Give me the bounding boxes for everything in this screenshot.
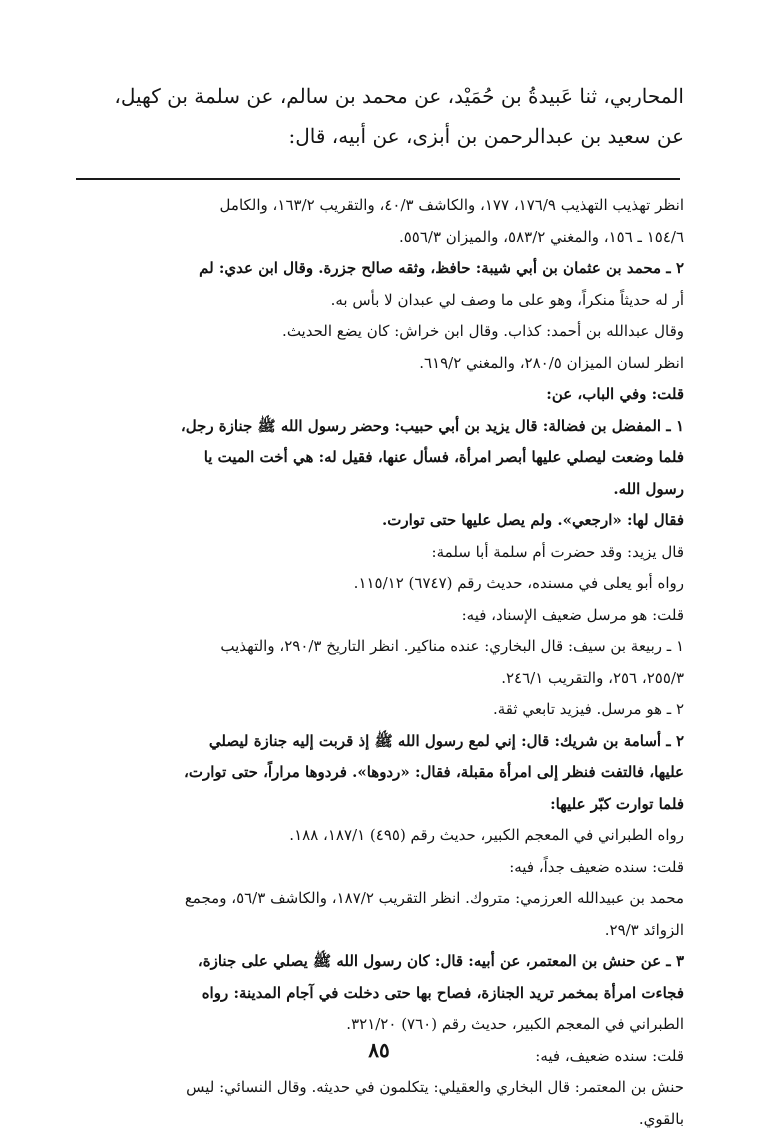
note-line: الزوائد ٢٩/٣. — [76, 915, 684, 947]
note-line: انظر تهذيب التهذيب ١٧٦/٩، ١٧٧، والكاشف ٤٠/٣، والتقريب ١٦٣/٢، والكامل — [76, 190, 684, 222]
note-line: ٣ ـ عن حنش بن المعتمر، عن أبيه: قال: كان رسول الله ﷺ يصلي على جنازة، — [76, 946, 684, 978]
main-text — [76, 76, 684, 156]
note-line: ٢ ـ محمد بن عثمان بن أبي شيبة: حافظ، وثقه صالح جزرة. وقال ابن عدي: لم — [76, 253, 684, 285]
main-line: المحاربي، ثنا عَبيدةُ بن حُمَيْد، عن محمد بن سالم، عن سلمة بن كهيل، — [76, 76, 684, 116]
note-line: الطبراني في المعجم الكبير، حديث رقم (٧٦٠) ٣٢١/٢٠. — [76, 1009, 684, 1041]
note-line: بالقوي. — [76, 1104, 684, 1135]
note-line: قلت: وفي الباب، عن: — [76, 379, 684, 411]
footnotes — [76, 190, 684, 1135]
note-line: انظر لسان الميزان ٢٨٠/٥، والمغني ٦١٩/٢. — [76, 348, 684, 380]
footnote-separator — [76, 178, 680, 180]
note-line: قلت: سنده ضعيف، فيه: — [76, 1041, 684, 1073]
note-line: محمد بن عبيدالله العرزمي: متروك. انظر التقريب ١٨٧/٢، والكاشف ٥٦/٣، ومجمع — [76, 883, 684, 915]
note-line: فلما وضعت ليصلي عليها أبصر امرأة، فسأل عنها، فقيل له: هي أخت الميت يا — [76, 442, 684, 474]
note-line: رواه الطبراني في المعجم الكبير، حديث رقم (٤٩٥) ١٨٧/١، ١٨٨. — [76, 820, 684, 852]
note-line: رسول الله. — [76, 474, 684, 506]
note-line: حنش بن المعتمر: قال البخاري والعقيلي: يتكلمون في حديثه. وقال النسائي: ليس — [76, 1072, 684, 1104]
note-line: قلت: سنده ضعيف جداً، فيه: — [76, 852, 684, 884]
note-line: أر له حديثاً منكراً، وهو على ما وصف لي عبدان لا بأس به. — [76, 285, 684, 317]
note-line: فقال لها: «ارجعي». ولم يصل عليها حتى توارت. — [76, 505, 684, 537]
note-line: ١٥٤/٦ ـ ١٥٦، والمغني ٥٨٣/٢، والميزان ٥٥٦/٣. — [76, 222, 684, 254]
note-line: فلما توارت كبّر عليها: — [76, 789, 684, 821]
note-line: عليها، فالتفت فنظر إلى امرأة مقبلة، فقال: «ردوها». فردوها مراراً، حتى توارت، — [76, 757, 684, 789]
note-line: قلت: هو مرسل ضعيف الإسناد، فيه: — [76, 600, 684, 632]
note-line: قال يزيد: وقد حضرت أم سلمة أبا سلمة: — [76, 537, 684, 569]
note-line: رواه أبو يعلى في مسنده، حديث رقم (٦٧٤٧) ١١٥/١٢. — [76, 568, 684, 600]
note-line: فجاءت امرأة بمخمر تريد الجنازة، فصاح بها حتى دخلت في آجام المدينة: رواه — [76, 978, 684, 1010]
page-number: ٨٥ — [0, 1038, 758, 1062]
note-line: وقال عبدالله بن أحمد: كذاب. وقال ابن خراش: كان يضع الحديث. — [76, 316, 684, 348]
main-line: عن سعيد بن عبدالرحمن بن أبزى، عن أبيه، قال: — [76, 116, 684, 156]
note-line: ١ ـ المفضل بن فضالة: قال يزيد بن أبي حبيب: وحضر رسول الله ﷺ جنازة رجل، — [76, 411, 684, 443]
note-line: ٢ ـ أسامة بن شريك: قال: إني لمع رسول الله ﷺ إذ قربت إليه جنازة ليصلي — [76, 726, 684, 758]
note-line: ٢٥٥/٣، ٢٥٦، والتقريب ٢٤٦/١. — [76, 663, 684, 695]
note-line: ٢ ـ هو مرسل. فيزيد تابعي ثقة. — [76, 694, 684, 726]
note-line: ١ ـ ربيعة بن سيف: قال البخاري: عنده مناكير. انظر التاريخ ٢٩٠/٣، والتهذيب — [76, 631, 684, 663]
